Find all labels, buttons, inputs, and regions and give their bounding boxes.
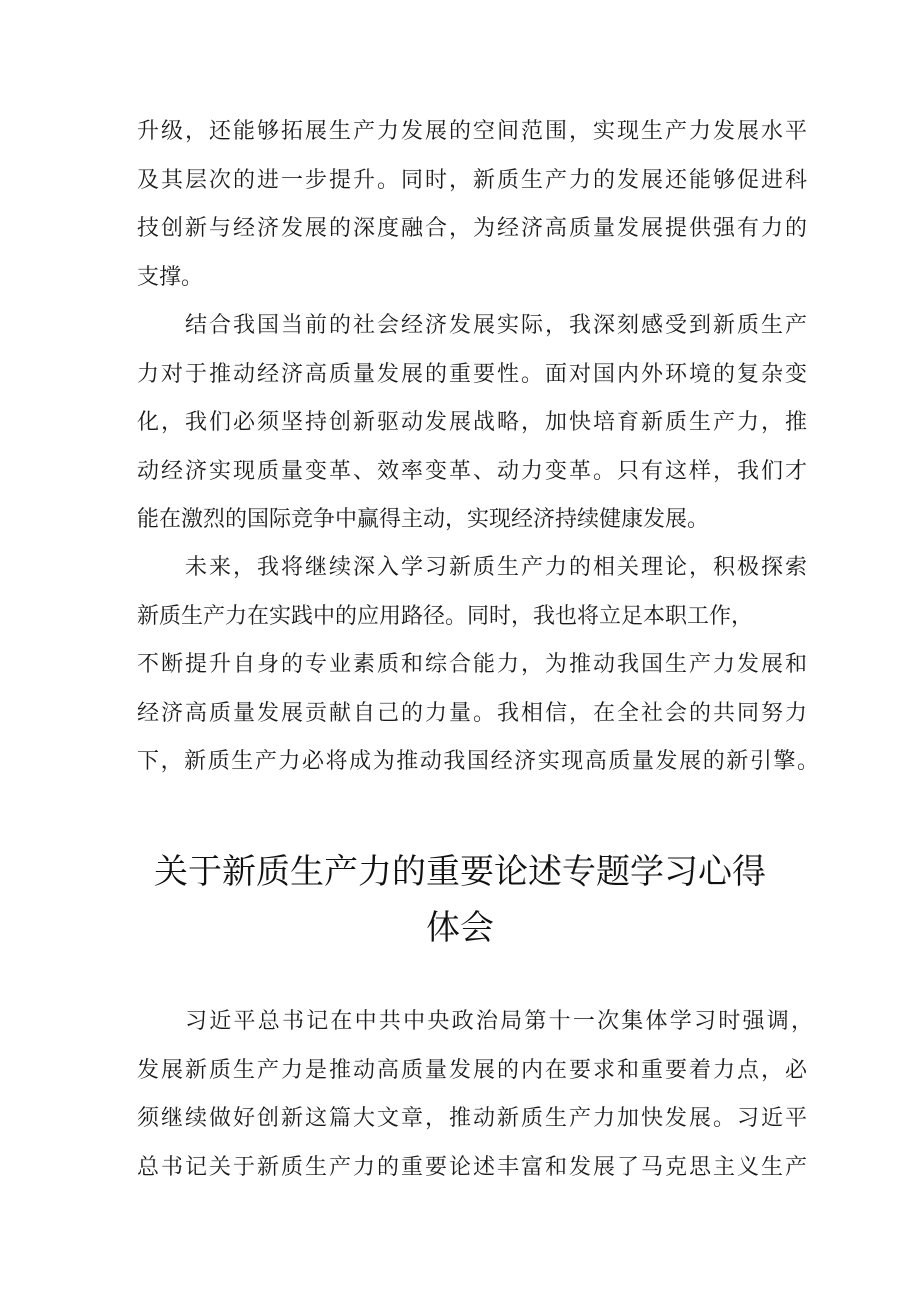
section-paragraph-line-1: 习近平总书记在中共中央政治局第十一次集体学习时强调，	[185, 1009, 813, 1034]
paragraph-1-line-2: 及其层次的进一步提升。同时，新质生产力的发展还能够促进科	[137, 168, 807, 193]
paragraph-3-line-4: 经济高质量发展贡献自己的力量。我相信，在全社会的共同努力	[137, 701, 807, 726]
paragraph-2-line-3: 化，我们必须坚持创新驱动发展战略，加快培育新质生产力，推	[137, 410, 807, 435]
paragraph-2-line-4: 动经济实现质量变革、效率变革、动力变革。只有这样，我们才	[137, 459, 807, 484]
paragraph-3-line-5: 下，新质生产力必将成为推动我国经济实现高质量发展的新引擎。	[137, 749, 819, 774]
paragraph-3-line-1: 未来，我将继续深入学习新质生产力的相关理论，积极探索	[185, 555, 807, 580]
section-title-line-2: 体会	[426, 908, 494, 948]
paragraph-2-line-1: 结合我国当前的社会经济发展实际，我深刻感受到新质生产	[185, 313, 807, 338]
section-title-line-1: 关于新质生产力的重要论述专题学习心得	[154, 852, 766, 892]
paragraph-1-line-3: 技创新与经济发展的深度融合，为经济高质量发展提供强有力的	[137, 216, 807, 241]
paragraph-1-line-1: 升级，还能够拓展生产力发展的空间范围，实现生产力发展水平	[137, 119, 807, 144]
paragraph-2-line-5: 能在激烈的国际竞争中赢得主动，实现经济持续健康发展。	[137, 507, 710, 532]
section-paragraph-line-2: 发展新质生产力是推动高质量发展的内在要求和重要着力点，必	[137, 1058, 807, 1083]
section-paragraph-line-3: 须继续做好创新这篇大文章，推动新质生产力加快发展。习近平	[137, 1106, 807, 1131]
paragraph-1-line-4: 支撑。	[137, 265, 204, 290]
paragraph-3-line-3: 不断提升自身的专业素质和综合能力，为推动我国生产力发展和	[137, 652, 807, 677]
paragraph-2-line-2: 力对于推动经济高质量发展的重要性。面对国内外环境的复杂变	[137, 362, 807, 387]
section-paragraph-line-4: 总书记关于新质生产力的重要论述丰富和发展了马克思主义生产	[137, 1155, 807, 1180]
paragraph-3-line-2: 新质生产力在实践中的应用路径。同时，我也将立足本职工作，	[137, 604, 754, 629]
